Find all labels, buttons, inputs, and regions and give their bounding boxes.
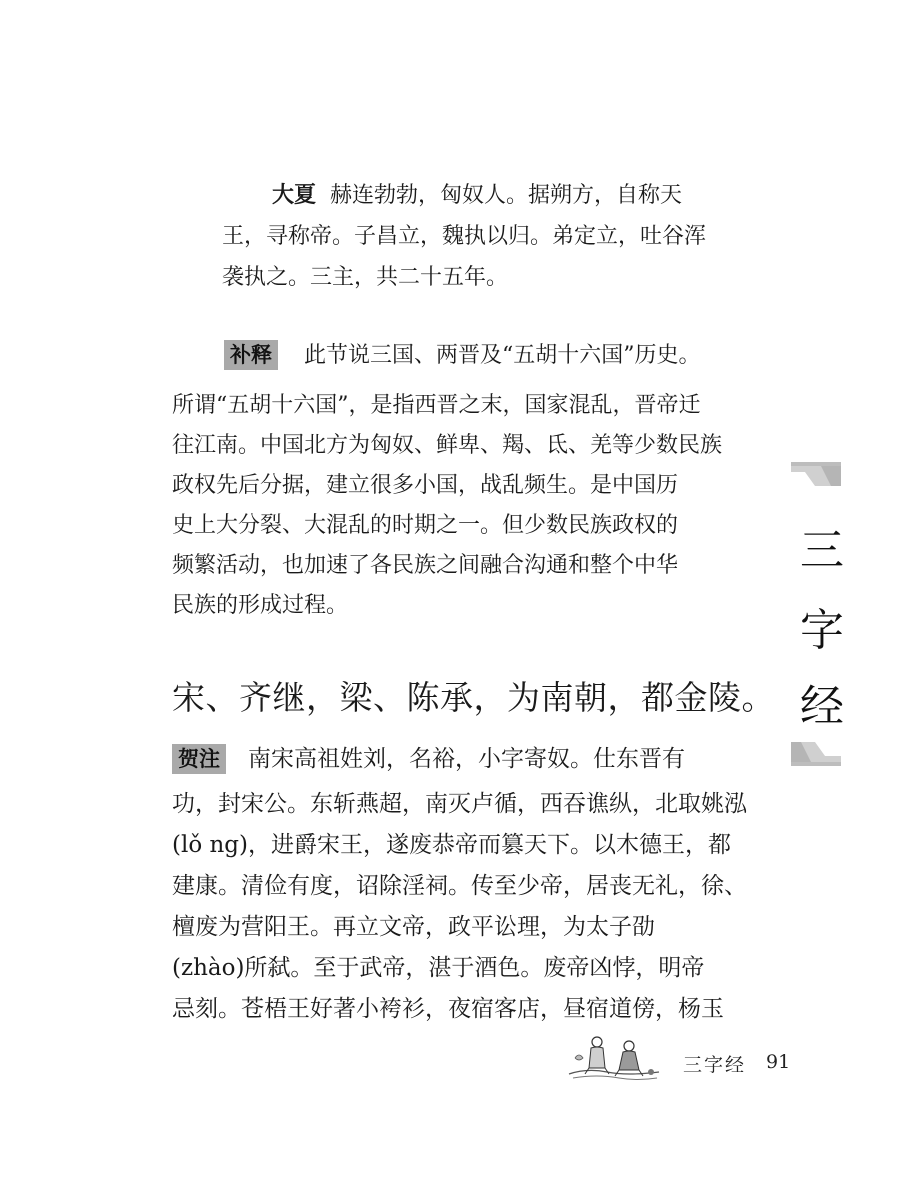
hezhu-line-7: 忌刻。苍梧王好著小袴衫，夜宿客店，昼宿道傍，杨玉 — [172, 996, 724, 1022]
bushi-line-1: 补释 此节说三国、两晋及“五胡十六国”历史。 — [224, 338, 701, 370]
daxia-line-3: 袭执之。三主，共二十五年。 — [222, 265, 509, 290]
side-tab-bottom-bracket-icon — [791, 740, 841, 766]
daxia-line-1: 大夏 赫连勃勃，匈奴人。据朔方，自称天 — [272, 183, 683, 208]
hezhu-label: 贺注 — [172, 744, 226, 774]
hezhu-line-6: (zhào)所弑。至于武帝，湛于酒色。废帝凶悖，明帝 — [172, 955, 705, 981]
daxia-label: 大夏 — [272, 183, 317, 208]
bushi-line-7: 民族的形成过程。 — [172, 593, 349, 618]
side-tab-char-1: 三 — [800, 525, 844, 576]
hezhu-line-2: 功，封宋公。东斩燕超，南灭卢循，西吞谯纵，北取姚泓 — [172, 791, 747, 817]
bushi-line-2: 所谓“五胡十六国”，是指西晋之末，国家混乱，晋帝迁 — [172, 393, 701, 418]
bushi-line-3: 往江南。中国北方为匈奴、鲜卑、羯、氐、羌等少数民族 — [172, 433, 723, 458]
hezhu-line-5: 檀废为营阳王。再立文帝，政平讼理，为太子劭 — [172, 914, 655, 940]
hezhu-line-4: 建康。清俭有度，诏除淫祠。传至少帝，居丧无礼，徐、 — [172, 873, 747, 899]
bushi-line-5: 史上大分裂、大混乱的时期之一。但少数民族政权的 — [172, 513, 679, 538]
footer-figures-illustration-icon — [567, 1028, 663, 1084]
verse-heading: 宋、齐继，梁、陈承，为南朝，都金陵。 — [172, 678, 775, 717]
hezhu-line-3: (lǒ ng)，进爵宋王，遂废恭帝而篡天下。以木德王，都 — [172, 832, 731, 858]
bushi-label: 补释 — [224, 340, 278, 370]
footer-book-title: 三字经 — [683, 1054, 747, 1076]
side-tab-char-3: 经 — [800, 681, 844, 732]
bushi-line-6: 频繁活动，也加速了各民族之间融合沟通和整个中华 — [172, 553, 679, 578]
page-number: 91 — [766, 1051, 791, 1073]
bushi-line-4: 政权先后分据，建立很多小国，战乱频生。是中国历 — [172, 473, 679, 498]
hezhu-line-1: 贺注 南宋高祖姓刘，名裕，小字寄奴。仕东晋有 — [172, 740, 685, 774]
daxia-line-2: 王，寻称帝。子昌立，魏执以归。弟定立，吐谷浑 — [222, 224, 707, 249]
side-tab-char-2: 字 — [800, 605, 844, 656]
side-tab-top-bracket-icon — [791, 462, 841, 488]
